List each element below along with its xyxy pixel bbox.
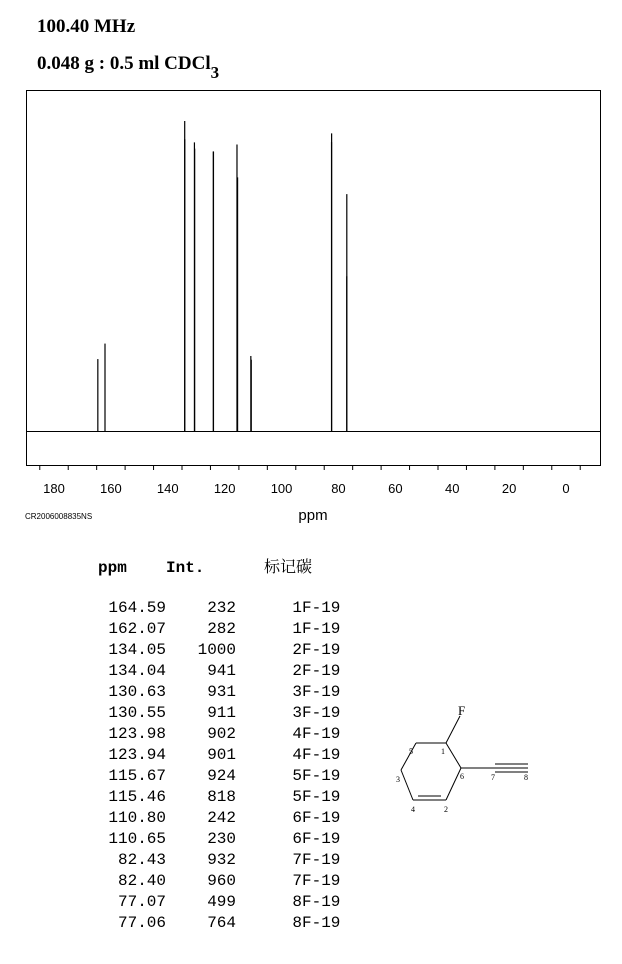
sample-subscript: 3 [210, 63, 220, 82]
coupling-cell: F-19 [302, 662, 341, 680]
x-tick-label: 0 [562, 481, 570, 496]
intensity-cell: 941 [207, 662, 236, 680]
coupling-cell: F-19 [302, 788, 341, 806]
ppm-cell: 82.40 [117, 872, 166, 890]
carbon-label-cell: 8 [292, 914, 302, 932]
atom-number-2: 2 [444, 805, 448, 814]
ppm-cell: 162.07 [108, 620, 166, 638]
x-tick-label: 120 [213, 481, 236, 496]
carbon-label-cell: 2 [292, 641, 302, 659]
ppm-cell: 123.98 [108, 725, 166, 743]
carbon-label-cell: 6 [292, 830, 302, 848]
x-tick-label: 80 [331, 481, 346, 496]
coupling-cell: F-19 [302, 851, 341, 869]
ppm-cell: 82.43 [117, 851, 166, 869]
ppm-cell: 77.06 [117, 914, 166, 932]
intensity-cell: 232 [207, 599, 236, 617]
coupling-cell: F-19 [302, 683, 341, 701]
atom-number-7: 7 [491, 773, 495, 782]
x-tick-label: 160 [100, 481, 122, 496]
coupling-cell: F-19 [302, 872, 341, 890]
x-tick-label: 140 [156, 481, 179, 496]
carbon-label-cell: 3 [292, 704, 302, 722]
carbon-label-cell: 1 [292, 620, 302, 638]
coupling-cell: F-19 [302, 620, 341, 638]
atom-number-3: 3 [396, 775, 400, 784]
ppm-cell: 110.65 [108, 830, 166, 848]
carbon-label-cell: 5 [292, 767, 302, 785]
intensity-cell: 932 [207, 851, 236, 869]
atom-number-5: 5 [409, 747, 413, 756]
carbon-label-cell: 6 [292, 809, 302, 827]
header-int: Int. [166, 559, 205, 577]
coupling-cell: F-19 [302, 641, 341, 659]
intensity-cell: 242 [207, 809, 236, 827]
ppm-cell: 77.07 [117, 893, 166, 911]
x-tick-label: 20 [501, 481, 517, 496]
atom-number-8: 8 [524, 773, 528, 782]
atom-number-4: 4 [411, 805, 415, 814]
ppm-cell: 110.80 [108, 809, 166, 827]
x-tick-label: 100 [270, 481, 293, 496]
x-tick-label: 40 [444, 481, 460, 496]
coupling-cell: F-19 [302, 767, 341, 785]
coupling-cell: F-19 [302, 704, 341, 722]
ppm-cell: 123.94 [108, 746, 166, 764]
intensity-cell: 924 [207, 767, 236, 785]
x-tick-label: 180 [43, 481, 65, 496]
ppm-cell: 130.63 [108, 683, 166, 701]
header-carbon: 标记碳 [264, 557, 313, 576]
intensity-cell: 931 [207, 683, 236, 701]
spectrum-code: CR2006008835NS [25, 512, 93, 521]
coupling-cell: F-19 [302, 599, 341, 617]
header-ppm: ppm [98, 559, 127, 577]
coupling-cell: F-19 [302, 893, 341, 911]
carbon-label-cell: 2 [292, 662, 302, 680]
sample-text: 0.048 g : 0.5 ml CDCl [37, 53, 211, 74]
intensity-cell: 282 [207, 620, 236, 638]
ppm-cell: 164.59 [108, 599, 166, 617]
carbon-label-cell: 5 [292, 788, 302, 806]
atom-number-6: 6 [460, 772, 464, 781]
intensity-cell: 902 [207, 725, 236, 743]
intensity-cell: 764 [207, 914, 236, 932]
carbon-label-cell: 3 [292, 683, 302, 701]
intensity-cell: 230 [207, 830, 236, 848]
carbon-label-cell: 7 [292, 872, 302, 890]
intensity-cell: 499 [207, 893, 236, 911]
x-tick-label: 60 [388, 481, 403, 496]
coupling-cell: F-19 [302, 809, 341, 827]
intensity-cell: 1000 [197, 641, 236, 659]
carbon-label-cell: 4 [292, 746, 302, 764]
coupling-cell: F-19 [302, 830, 341, 848]
atom-number-1: 1 [441, 747, 445, 756]
coupling-cell: F-19 [302, 746, 341, 764]
ppm-cell: 134.04 [108, 662, 166, 680]
ppm-cell: 115.67 [108, 767, 166, 785]
intensity-cell: 911 [207, 704, 236, 722]
coupling-cell: F-19 [302, 914, 341, 932]
intensity-cell: 960 [207, 872, 236, 890]
ppm-cell: 115.46 [108, 788, 166, 806]
fluorine-atom-label: F [458, 703, 466, 718]
carbon-label-cell: 8 [292, 893, 302, 911]
carbon-label-cell: 4 [292, 725, 302, 743]
ppm-cell: 130.55 [108, 704, 166, 722]
carbon-label-cell: 1 [292, 599, 302, 617]
ppm-cell: 134.05 [108, 641, 166, 659]
coupling-cell: F-19 [302, 725, 341, 743]
x-axis-label: ppm [298, 507, 328, 524]
intensity-cell: 818 [207, 788, 236, 806]
carbon-label-cell: 7 [292, 851, 302, 869]
intensity-cell: 901 [207, 746, 236, 764]
spectrometer-frequency: 100.40 MHz [37, 16, 136, 37]
